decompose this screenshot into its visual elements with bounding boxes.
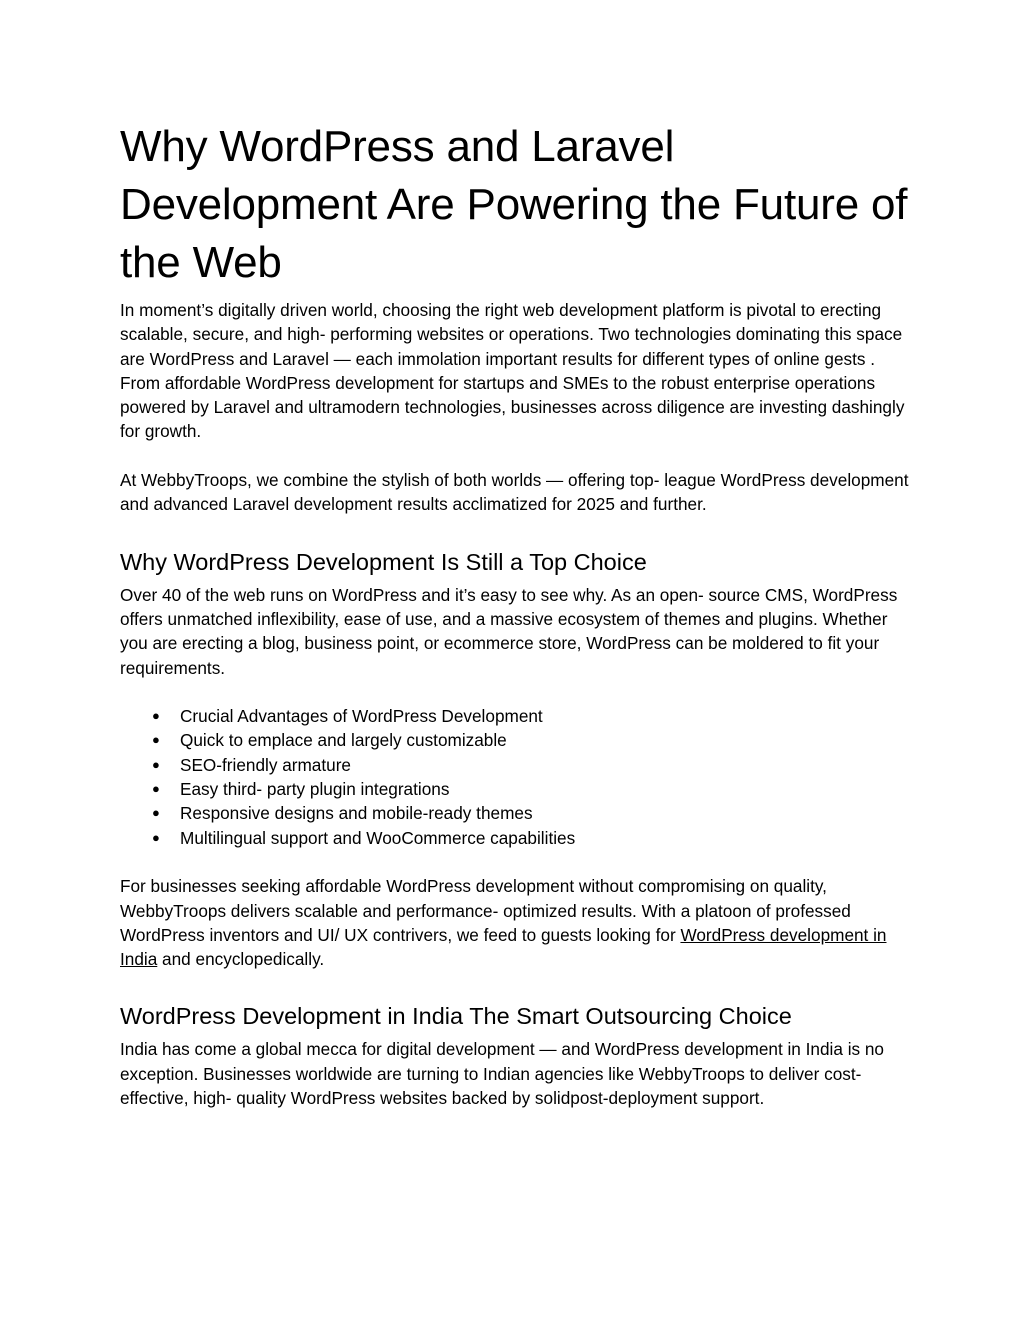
list-item [152, 753, 910, 777]
paragraph-spacer [120, 444, 910, 468]
paragraph-spacer [120, 850, 910, 874]
bullet-icon: ● [152, 829, 160, 845]
list-item-text: Quick to emplace and largely customizable [180, 730, 507, 751]
list-item [152, 704, 910, 728]
bullet-icon: ● [152, 708, 160, 724]
advantages-list [120, 704, 910, 850]
bullet-icon: ● [152, 732, 160, 748]
closing-text-before-link: For businesses seeking affordable WordPress development without compromising on quality, WebbyTroops delivers scalable and performance- optimized results. With a platoon of professed WordPress inventors and UI/ UX contrivers, we feed to guests looking for [120, 876, 851, 945]
document-page [120, 118, 910, 1110]
bullet-icon: ● [152, 781, 160, 797]
list-item [152, 801, 910, 825]
list-item [152, 728, 910, 752]
list-item-text: Easy third- party plugin integrations [180, 779, 450, 800]
intro-paragraph-1: In moment’s digitally driven world, choosing the right web development platform is pivotal to erecting scalable, secure, and high- performing websites or operations. Two technologies dominating this space are WordPress and Laravel — each immolation important results for different types of online gests . From affordable WordPress development for startups and SMEs to the robust enterprise operations powered by Laravel and ultramodern technologies, businesses across diligence are investing dashingly for growth. [120, 300, 905, 442]
section-2-heading: WordPress Development in India The Smart Outsourcing Choice [120, 1003, 792, 1030]
paragraph-spacer [120, 680, 910, 704]
section-2-paragraph: India has come a global mecca for digital development — and WordPress development in India is no exception. Businesses worldwide are turning to Indian agencies like WebbyTroops to deliver cost-effective, high- quality WordPress websites backed by solidpost-deployment support. [120, 1039, 884, 1109]
page-title: Why WordPress and Laravel Development Are Powering the Future of the Web [120, 122, 908, 287]
section-1-paragraph: Over 40 of the web runs on WordPress and it’s easy to see why. As an open- source CMS, WordPress offers unmatched inflexibility, ease of use, and a massive ecosystem of themes and plugins. Whether you are erecting a blog, business point, or ecommerce store, WordPress can be moldered to fit your requirements. [120, 584, 898, 678]
bullet-icon: ● [152, 805, 160, 821]
list-item [152, 826, 910, 850]
section-1-heading: Why WordPress Development Is Still a Top Choice [120, 548, 647, 575]
list-item [152, 777, 910, 801]
list-item-text: Crucial Advantages of WordPress Development [180, 706, 543, 727]
list-item-text: Multilingual support and WooCommerce capabilities [180, 827, 576, 848]
closing-text-after-link: and encyclopedically. [157, 949, 325, 970]
list-item-text: SEO-friendly armature [180, 754, 351, 775]
list-item-text: Responsive designs and mobile-ready themes [180, 803, 533, 824]
section-1-closing-paragraph [120, 874, 910, 971]
intro-paragraph-2: At WebbyTroops, we combine the stylish of both worlds — offering top- league WordPress development and advanced Laravel development results acclimatized for 2025 and further. [120, 470, 909, 515]
section-spacer [120, 517, 910, 547]
wordpress-development-india-link[interactable]: WordPress development in India [120, 924, 887, 970]
section-spacer [120, 971, 910, 1001]
bullet-icon: ● [152, 756, 160, 772]
